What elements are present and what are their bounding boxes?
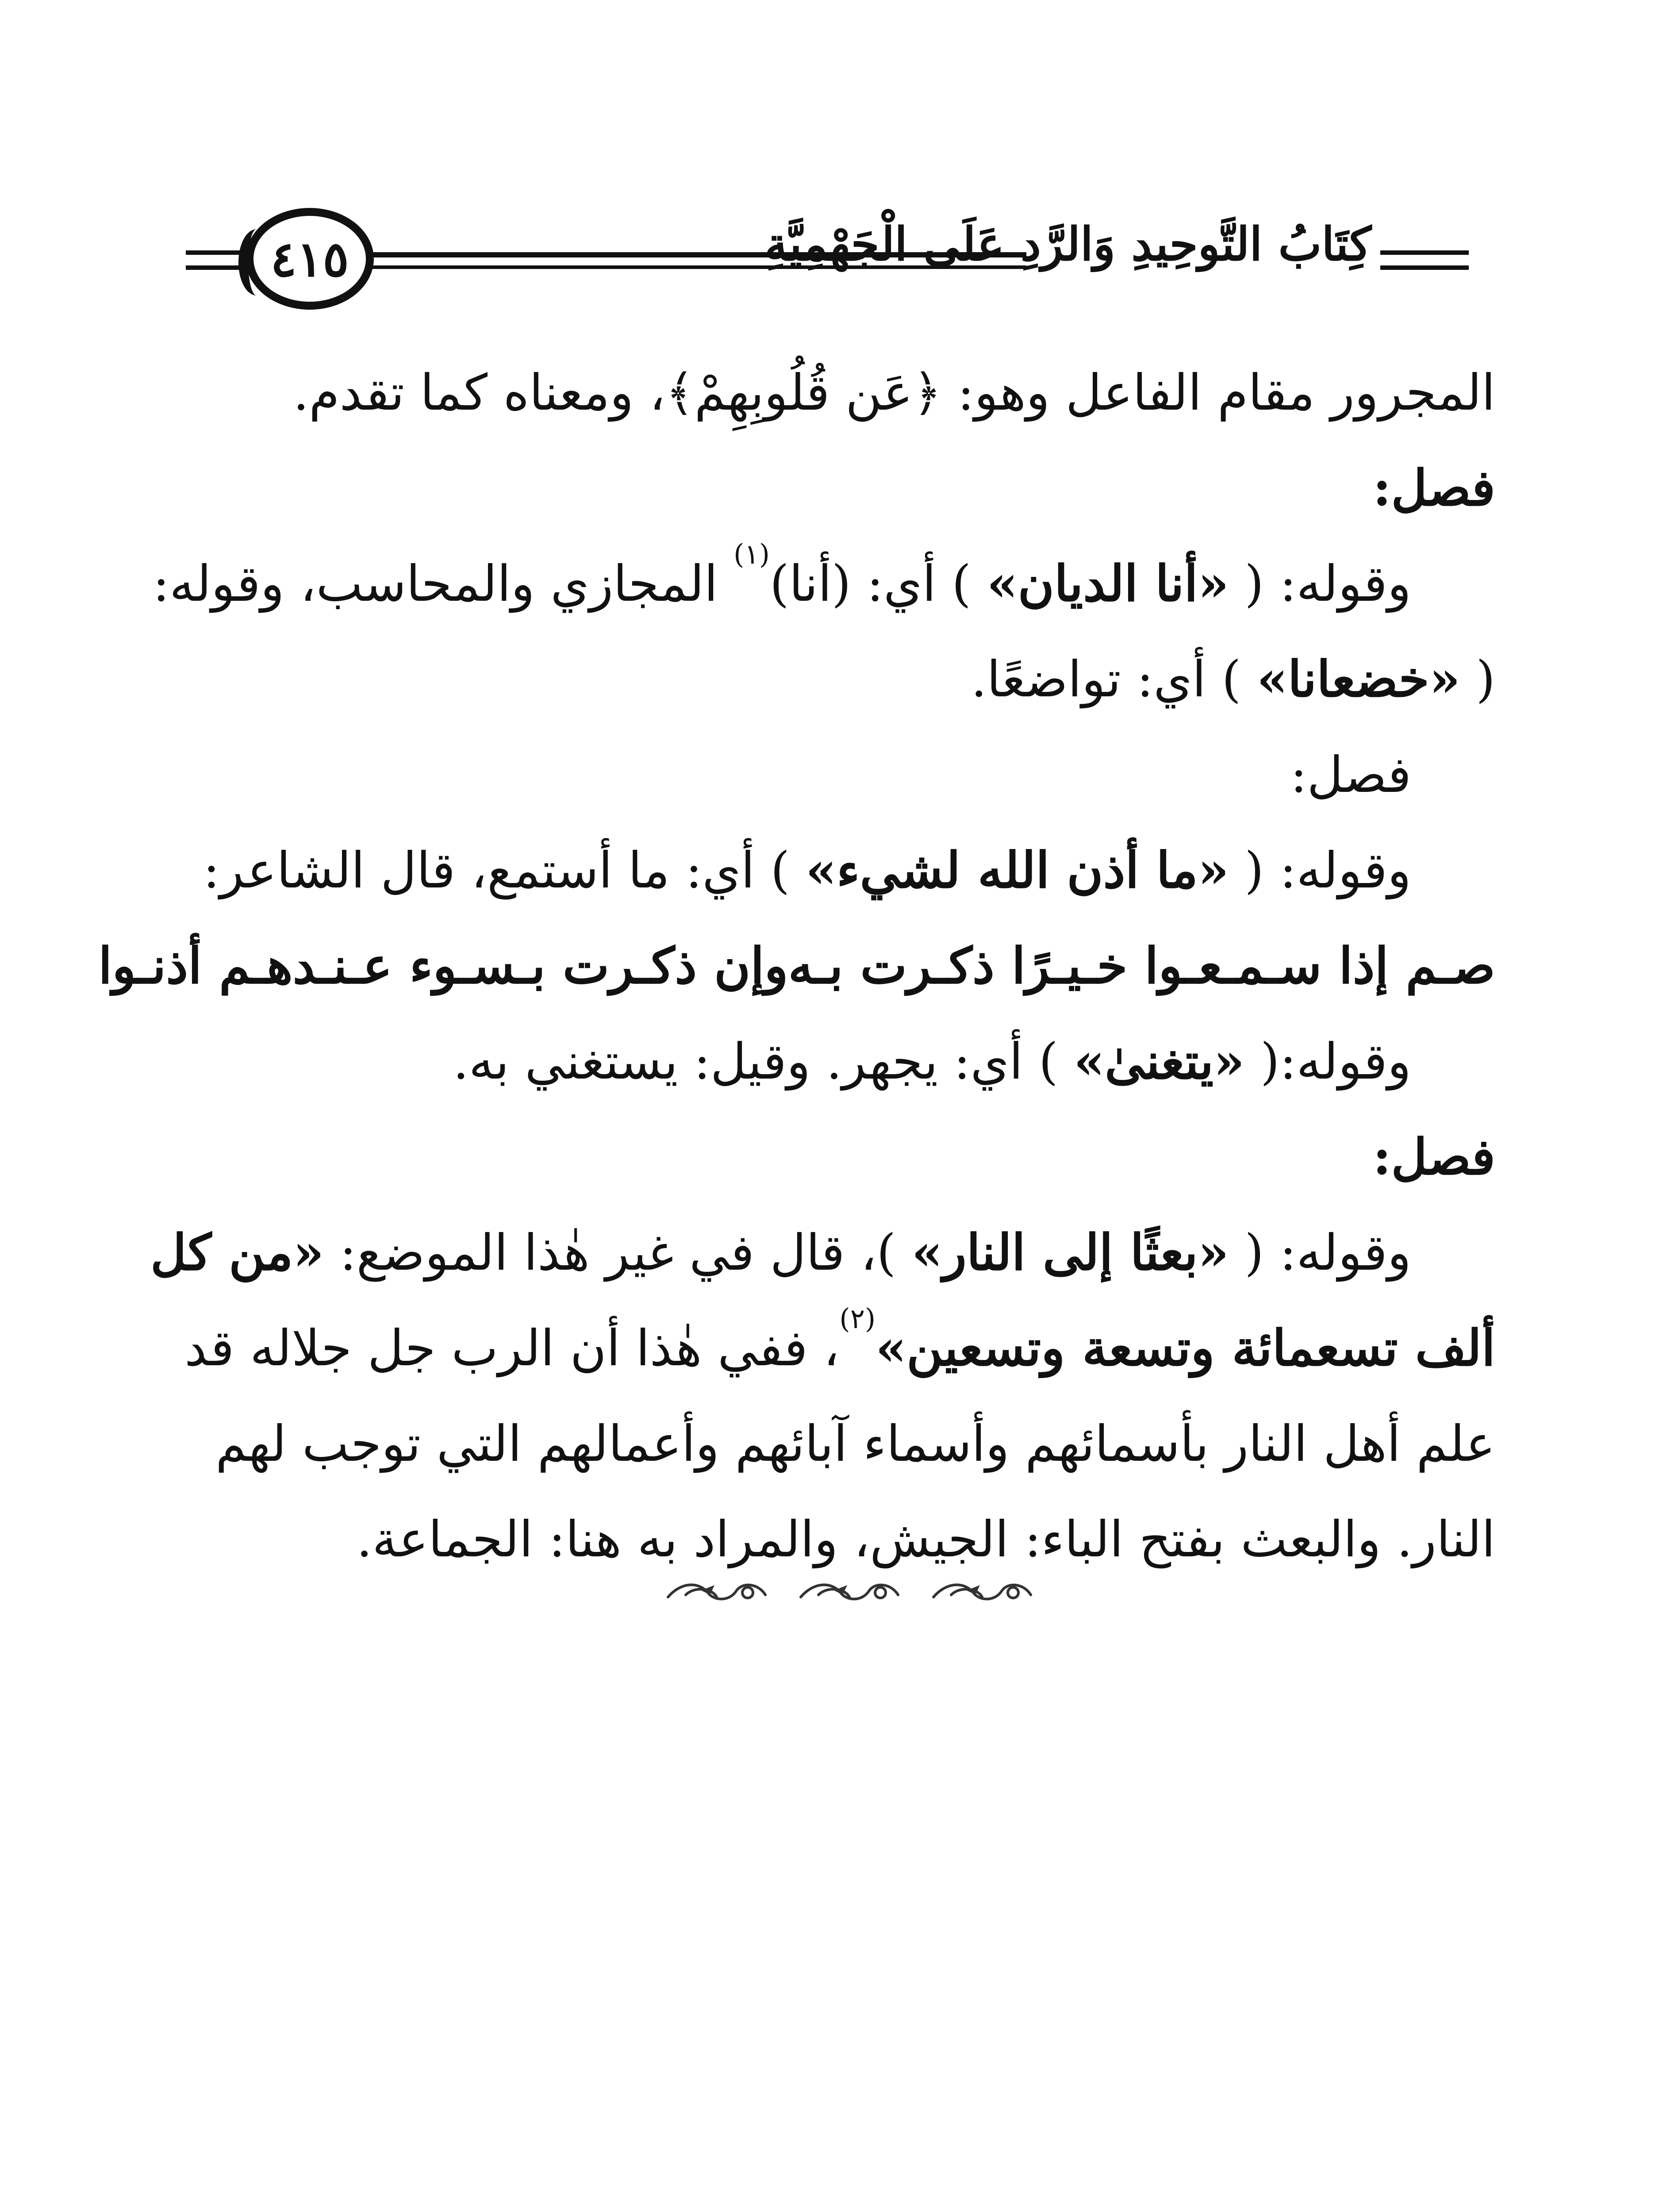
text-line (173, 1014, 1495, 1110)
page-header (177, 208, 1495, 323)
quoted-phrase: «ما أذن الله لشيء» (805, 841, 1229, 899)
quoted-phrase: «أنا الديان» (987, 555, 1229, 613)
text-line: علم أهل النار بأسمائهم وأسماء آبائهم وأعمالهم التي توجب لهم (215, 1415, 1495, 1473)
text-span: وقوله: ( (1229, 555, 1411, 613)
text-span: ) أي: (أنا) (769, 555, 987, 613)
ornament-motif (933, 1585, 1031, 1599)
text-line (173, 632, 1495, 727)
text-line: النار. والبعث بفتح الباء: الجيش، والمراد به هنا: الجماعة. (356, 1511, 1495, 1568)
section-heading: فصل: (1290, 746, 1411, 804)
footnote-ref: (١) (733, 538, 770, 570)
text-span: ) أي: يجهر. وقيل: يستغني به. (453, 1033, 1074, 1091)
text-line (150, 1205, 1495, 1301)
text-line (173, 1301, 1495, 1396)
page-number: ٤١٥ (270, 230, 349, 288)
text-span: المجازي والمحاسب، وقوله: (153, 555, 734, 613)
running-title: كِتَابُ التَّوحِيدِ وَالرَّدِ عَلَى الْجَهْمِيَّةِ (764, 217, 1371, 271)
text-span: وقوله: ( (1229, 1224, 1411, 1282)
text-line: المجرور مقام الفاعل وهو: ﴿عَن قُلُوبِهِمْ﴾، ومعناه كما تقدم. (293, 364, 1495, 422)
text-span: ) أي: ما أستمع، قال الشاعر: (203, 842, 806, 899)
quoted-phrase: «خضعانا» (1256, 650, 1460, 708)
section-heading: فصل: (1373, 1128, 1495, 1186)
header-rule (1380, 265, 1469, 270)
text-line (153, 536, 1495, 632)
ornament-motif (801, 1585, 898, 1599)
text-span: )، قال في غير هٰذا الموضع: (324, 1224, 912, 1282)
quoted-phrase: «يتغنىٰ» (1074, 1033, 1245, 1091)
page-number-badge (246, 208, 374, 310)
quoted-phrase: ألف تسعمائة وتسعة وتسعين» (876, 1319, 1495, 1377)
text-span: ، ففي هٰذا أن الرب جل جلاله قد (184, 1320, 840, 1377)
ornament-motif (668, 1585, 765, 1599)
verse-hemistich-first: صـم إذا سـمـعـوا خـيـرًا ذكـرت بـه (788, 937, 1495, 995)
text-line (173, 823, 1495, 918)
section-heading: فصل: (1373, 459, 1495, 517)
header-rule (1380, 250, 1469, 255)
verse-hemistich-second: وإن ذكـرت بـسـوء عـنـدهـم أذنـوا (98, 937, 788, 995)
text-span: وقوله:( (1244, 1033, 1411, 1091)
quoted-phrase: «بعثًا إلى النار» (911, 1224, 1229, 1282)
quoted-phrase: «من كل (150, 1224, 324, 1282)
section-end-ornament (659, 1573, 1040, 1613)
footnote-ref: (٢) (839, 1302, 876, 1335)
text-span: ) أي: تواضعًا. (971, 651, 1257, 708)
text-span: ( (1460, 651, 1495, 708)
main-text (98, 345, 1495, 1587)
poetry-verse (98, 918, 1495, 1014)
text-span: وقوله: ( (1229, 842, 1411, 899)
